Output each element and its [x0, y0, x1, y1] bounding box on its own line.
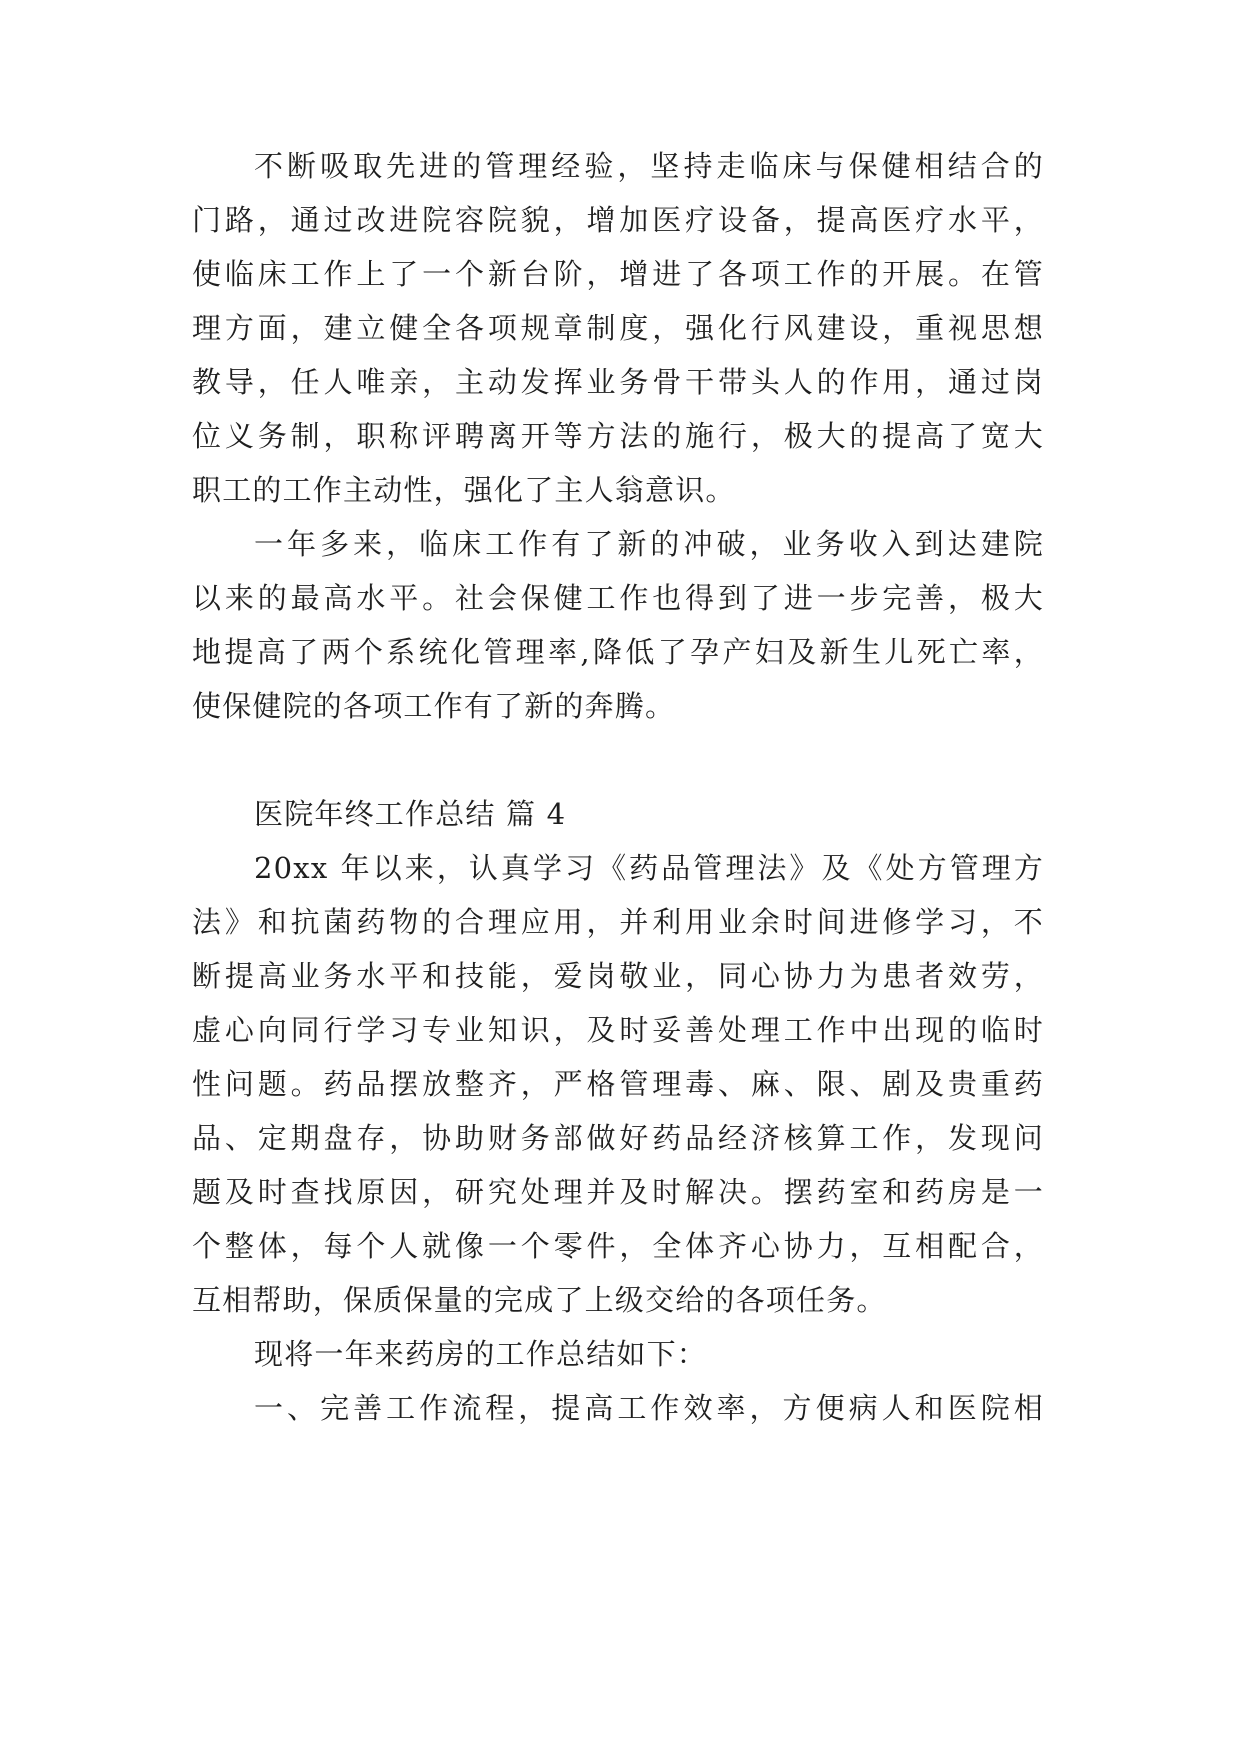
paragraph-line: 地提高了两个系统化管理率,降低了孕产妇及新生儿死亡率，	[192, 635, 1044, 669]
paragraph-line: 品、定期盘存，协助财务部做好药品经济核算工作，发现问	[192, 1121, 1044, 1155]
paragraph-line: 位义务制，职称评聘离开等方法的施行，极大的提高了宽大	[192, 419, 1044, 453]
paragraph-line: 门路，通过改进院容院貌，增加医疗设备，提高医疗水平，	[192, 203, 1044, 237]
paragraph-line: 20xx 年以来，认真学习《药品管理法》及《处方管理方	[254, 851, 1044, 885]
section-heading: 医院年终工作总结 篇 4	[254, 797, 567, 831]
paragraph-line: 使保健院的各项工作有了新的奔腾。	[192, 689, 676, 723]
paragraph-line: 题及时查找原因，研究处理并及时解决。摆药室和药房是一	[192, 1175, 1044, 1209]
paragraph-line: 教导，任人唯亲，主动发挥业务骨干带头人的作用，通过岗	[192, 365, 1044, 399]
paragraph-line: 现将一年来药房的工作总结如下：	[254, 1337, 708, 1371]
paragraph-line: 断提高业务水平和技能，爱岗敬业，同心协力为患者效劳，	[192, 959, 1044, 993]
paragraph-line: 一年多来，临床工作有了新的冲破，业务收入到达建院	[254, 527, 1044, 561]
paragraph-line: 使临床工作上了一个新台阶，增进了各项工作的开展。在管	[192, 257, 1044, 291]
paragraph-line: 职工的工作主动性，强化了主人翁意识。	[192, 473, 736, 507]
paragraph-line: 以来的最高水平。社会保健工作也得到了进一步完善，极大	[192, 581, 1044, 615]
paragraph-line: 个整体，每个人就像一个零件，全体齐心协力，互相配合，	[192, 1229, 1044, 1263]
paragraph-line: 互相帮助，保质保量的完成了上级交给的各项任务。	[192, 1283, 887, 1317]
paragraph-line: 不断吸取先进的管理经验，坚持走临床与保健相结合的	[254, 149, 1044, 183]
paragraph-line: 虚心向同行学习专业知识，及时妥善处理工作中出现的临时	[192, 1013, 1044, 1047]
paragraph-line: 性问题。药品摆放整齐，严格管理毒、麻、限、剧及贵重药	[192, 1067, 1044, 1101]
paragraph-line: 理方面，建立健全各项规章制度，强化行风建设，重视思想	[192, 311, 1044, 345]
paragraph-line: 一、完善工作流程，提高工作效率，方便病人和医院相	[254, 1391, 1044, 1425]
paragraph-line: 法》和抗菌药物的合理应用，并利用业余时间进修学习，不	[192, 905, 1044, 939]
